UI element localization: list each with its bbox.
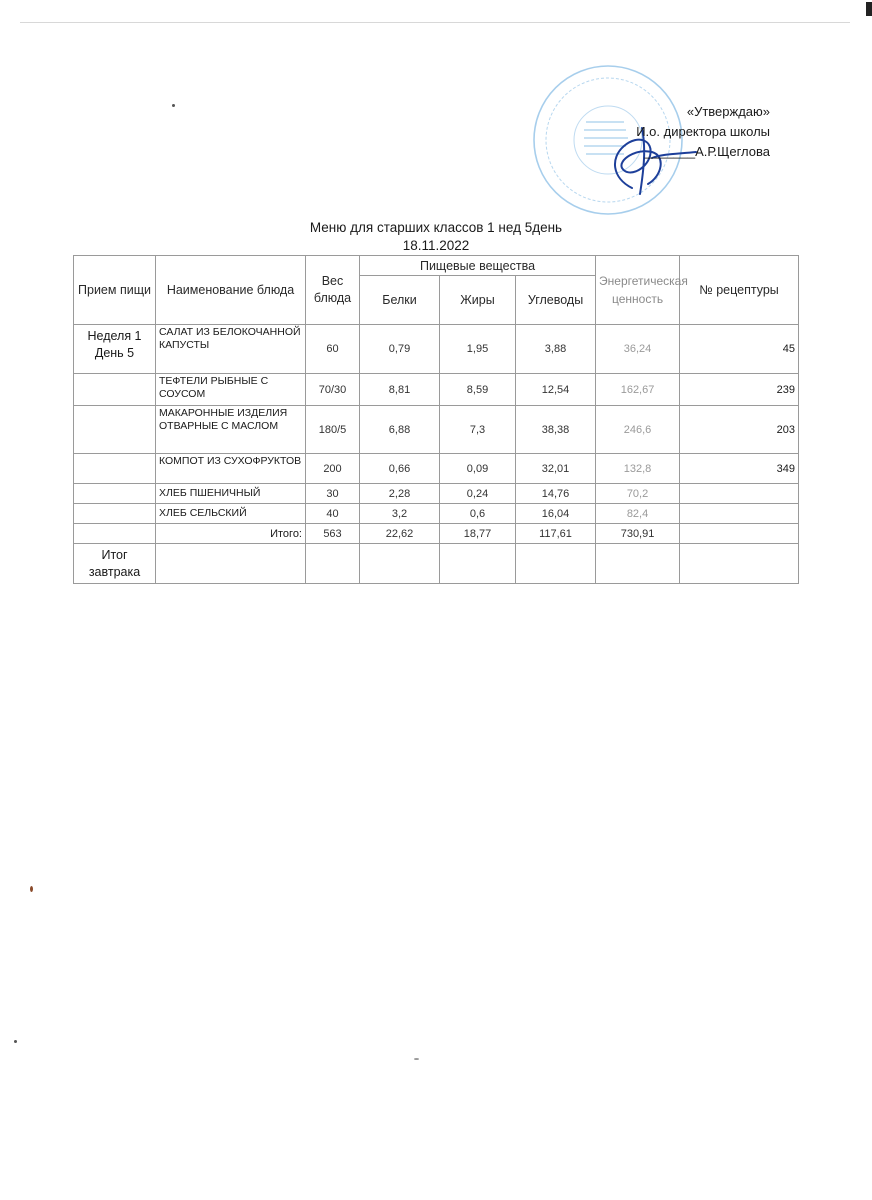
breakfast-total-label: Итог завтрака — [74, 544, 156, 584]
dish-carbs: 32,01 — [516, 454, 596, 484]
scan-speck — [172, 104, 175, 107]
dish-fats: 8,59 — [440, 374, 516, 406]
table-row — [74, 406, 799, 454]
dish-proteins: 6,88 — [360, 406, 440, 454]
dish-weight: 40 — [306, 504, 360, 524]
dish-name: САЛАТ ИЗ БЕЛОКОЧАННОЙ КАПУСТЫ — [156, 325, 306, 374]
dish-energy: 82,4 — [596, 504, 680, 524]
dish-carbs: 14,76 — [516, 484, 596, 504]
dish-energy: 132,8 — [596, 454, 680, 484]
header-proteins: Белки — [360, 276, 440, 325]
dish-recipe: 239 — [680, 374, 799, 406]
scan-speck — [30, 886, 33, 892]
empty-cell — [306, 544, 360, 584]
dish-fats: 7,3 — [440, 406, 516, 454]
approval-heading: «Утверждаю» — [686, 104, 770, 119]
dish-proteins: 3,2 — [360, 504, 440, 524]
total-fats: 18,77 — [440, 524, 516, 544]
dish-weight: 30 — [306, 484, 360, 504]
dish-name: ХЛЕБ ПШЕНИЧНЫЙ — [156, 484, 306, 504]
table-row — [74, 504, 799, 524]
dish-fats: 0,24 — [440, 484, 516, 504]
total-weight: 563 — [306, 524, 360, 544]
dish-fats: 0,09 — [440, 454, 516, 484]
dish-energy: 70,2 — [596, 484, 680, 504]
breakfast-total-row — [74, 544, 799, 584]
empty-cell — [440, 544, 516, 584]
meal-empty — [74, 454, 156, 484]
dish-weight: 70/30 — [306, 374, 360, 406]
meal-empty — [74, 406, 156, 454]
total-row — [74, 524, 799, 544]
table-row — [74, 484, 799, 504]
approval-signer: _______А.Р.Щеглова — [644, 144, 770, 159]
header-nutrients: Пищевые вещества — [360, 256, 596, 276]
total-energy: 730,91 — [596, 524, 680, 544]
approval-block — [580, 102, 770, 162]
table-row — [74, 325, 799, 374]
total-label: Итого: — [156, 524, 306, 544]
dish-recipe — [680, 504, 799, 524]
menu-table — [73, 255, 799, 584]
dish-fats: 1,95 — [440, 325, 516, 374]
table-row — [74, 374, 799, 406]
meal-empty — [74, 374, 156, 406]
header-energy: Энергетическая ценность — [596, 256, 680, 325]
dish-name: МАКАРОННЫЕ ИЗДЕЛИЯ ОТВАРНЫЕ С МАСЛОМ — [156, 406, 306, 454]
meal-empty — [74, 524, 156, 544]
meal-label: Неделя 1 День 5 — [74, 325, 156, 374]
scan-speck — [414, 1058, 419, 1060]
dish-carbs: 16,04 — [516, 504, 596, 524]
meal-empty — [74, 504, 156, 524]
header-meal: Прием пищи — [74, 256, 156, 325]
menu-title — [0, 219, 872, 255]
approval-position: И.о. директора школы — [636, 124, 770, 139]
corner-mark — [866, 2, 872, 16]
menu-date: 18.11.2022 — [402, 238, 470, 253]
dish-carbs: 12,54 — [516, 374, 596, 406]
empty-cell — [680, 544, 799, 584]
header-weight: Вес блюда — [306, 256, 360, 325]
scan-speck — [14, 1040, 17, 1043]
total-proteins: 22,62 — [360, 524, 440, 544]
dish-name: ХЛЕБ СЕЛЬСКИЙ — [156, 504, 306, 524]
dish-name: ТЕФТЕЛИ РЫБНЫЕ С СОУСОМ — [156, 374, 306, 406]
total-carbs: 117,61 — [516, 524, 596, 544]
dish-recipe: 45 — [680, 325, 799, 374]
dish-carbs: 3,88 — [516, 325, 596, 374]
dish-energy: 162,67 — [596, 374, 680, 406]
header-dish: Наименование блюда — [156, 256, 306, 325]
dish-recipe — [680, 484, 799, 504]
empty-cell — [516, 544, 596, 584]
dish-recipe: 203 — [680, 406, 799, 454]
header-carbs: Углеводы — [516, 276, 596, 325]
top-edge-line — [20, 22, 850, 23]
dish-energy: 246,6 — [596, 406, 680, 454]
dish-proteins: 2,28 — [360, 484, 440, 504]
dish-fats: 0,6 — [440, 504, 516, 524]
empty-cell — [360, 544, 440, 584]
table-row — [74, 454, 799, 484]
menu-title-text: Меню для старших классов 1 нед 5день — [309, 220, 563, 235]
meal-empty — [74, 484, 156, 504]
dish-weight: 200 — [306, 454, 360, 484]
dish-carbs: 38,38 — [516, 406, 596, 454]
dish-weight: 180/5 — [306, 406, 360, 454]
empty-cell — [156, 544, 306, 584]
header-recipe: № рецептуры — [680, 256, 799, 325]
header-fats: Жиры — [440, 276, 516, 325]
dish-recipe: 349 — [680, 454, 799, 484]
empty-cell — [596, 544, 680, 584]
dish-name: КОМПОТ ИЗ СУХОФРУКТОВ — [156, 454, 306, 484]
total-recipe-empty — [680, 524, 799, 544]
dish-proteins: 0,66 — [360, 454, 440, 484]
dish-proteins: 8,81 — [360, 374, 440, 406]
dish-energy: 36,24 — [596, 325, 680, 374]
dish-proteins: 0,79 — [360, 325, 440, 374]
dish-weight: 60 — [306, 325, 360, 374]
